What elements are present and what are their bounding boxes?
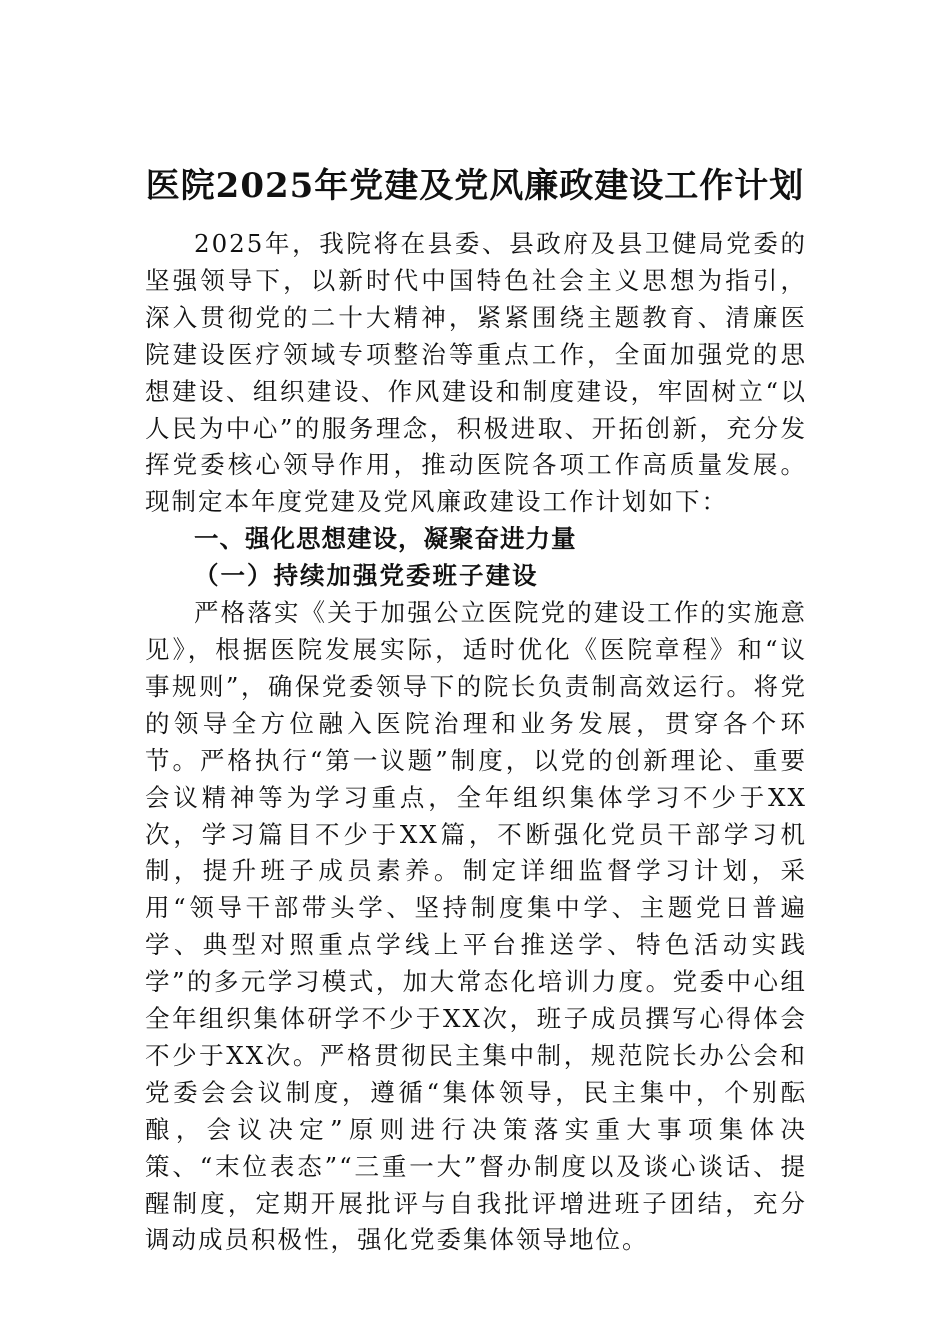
section-heading: 一、强化思想建设，凝聚奋进力量	[194, 524, 577, 554]
document-title: 医院2025年党建及党风廉政建设工作计划	[145, 166, 805, 206]
intro-paragraph: 2025年，我院将在县委、县政府及县卫健局党委的坚强领导下，以新时代中国特色社会主义思想为指引，深入贯彻党的二十大精神，紧紧围绕主题教育、清廉医院建设医疗领域专项整治等重点工作，全面加强党的思想建设、组织建设、作风建设和制度建设，牢固树立“以人民为中心”的服务理念，积极进取、开拓创新，充分发挥党委核心领导作用，推动医院各项工作高质量发展。现制定本年度党建及党风廉政建设工作计划如下：	[145, 229, 807, 517]
subsection-paragraph: 严格落实《关于加强公立医院党的建设工作的实施意见》，根据医院发展实际，适时优化《医院章程》和“议事规则”，确保党委领导下的院长负责制高效运行。将党的领导全方位融入医院治理和业务发展，贯穿各个环节。严格执行“第一议题”制度，以党的创新理论、重要会议精神等为学习重点，全年组织集体学习不少于XX次，学习篇目不少于XX篇，不断强化党员干部学习机制，提升班子成员素养。制定详细监督学习计划，采用“领导干部带头学、坚持制度集中学、主题党日普遍学、典型对照重点学线上平台推送学、特色活动实践学”的多元学习模式，加大常态化培训力度。党委中心组全年组织集体研学不少于XX次，班子成员撰写心得体会不少于XX次。严格贯彻民主集中制，规范院长办公会和党委会会议制度，遵循“集体领导，民主集中，个别酝酿，会议决定”原则进行决策落实重大事项集体决策、“末位表态”“三重一大”督办制度以及谈心谈话、提醒制度，定期开展批评与自我批评增进班子团结，充分调动成员积极性，强化党委集体领导地位。	[145, 598, 807, 1255]
subsection-heading: （一）持续加强党委班子建设	[194, 561, 539, 591]
document-body	[145, 226, 807, 1259]
